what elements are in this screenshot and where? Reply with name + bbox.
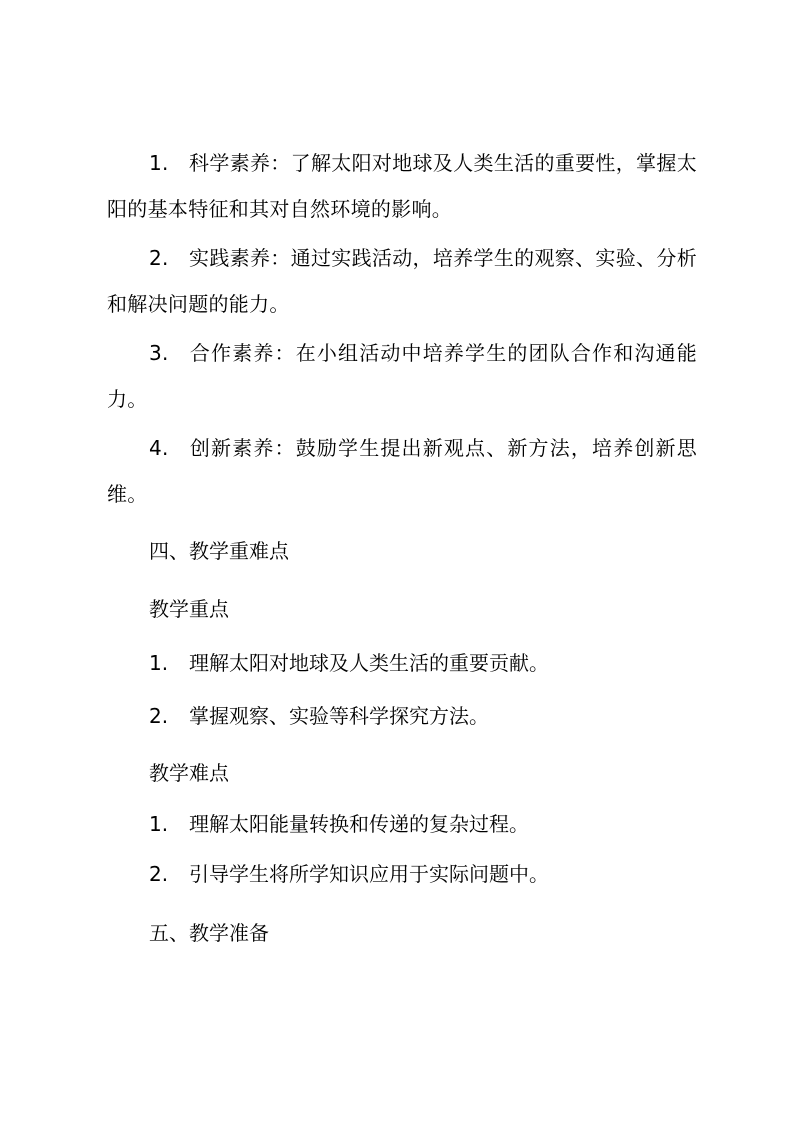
difficult-point-item-1 xyxy=(149,810,529,838)
key-point-item-2 xyxy=(149,702,489,730)
item-text: 引导学生将所学知识应用于实际问题中。 xyxy=(189,862,549,886)
literacy-item-1 xyxy=(107,140,697,232)
literacy-item-2 xyxy=(107,235,697,327)
item-number: 2. xyxy=(149,704,169,728)
item-number: 4. xyxy=(149,436,169,460)
item-text: 实践素养：通过实践活动，培养学生的观察、实验、分析和解决问题的能力。 xyxy=(107,246,697,316)
item-number: 1. xyxy=(149,812,169,836)
item-number: 1. xyxy=(149,151,169,175)
key-point-item-1 xyxy=(149,649,549,677)
item-number: 1. xyxy=(149,651,169,675)
item-text: 创新素养：鼓励学生提出新观点、新方法，培养创新思维。 xyxy=(107,436,697,506)
item-number: 2. xyxy=(149,862,169,886)
item-text: 合作素养：在小组活动中培养学生的团队合作和沟通能力。 xyxy=(107,341,697,411)
difficult-points-heading: 教学难点 xyxy=(149,761,229,785)
section-heading-4: 四、教学重难点 xyxy=(149,539,289,563)
difficult-point-item-2 xyxy=(149,860,549,888)
section-heading-5: 五、教学准备 xyxy=(149,921,269,945)
item-text: 理解太阳能量转换和传递的复杂过程。 xyxy=(189,812,529,836)
item-number: 2. xyxy=(149,246,169,270)
item-text: 科学素养：了解太阳对地球及人类生活的重要性，掌握太阳的基本特征和其对自然环境的影响。 xyxy=(107,151,697,221)
literacy-item-3 xyxy=(107,330,697,422)
item-number: 3. xyxy=(149,341,169,365)
item-text: 掌握观察、实验等科学探究方法。 xyxy=(189,704,489,728)
literacy-item-4 xyxy=(107,425,697,517)
key-points-heading: 教学重点 xyxy=(149,597,229,621)
item-text: 理解太阳对地球及人类生活的重要贡献。 xyxy=(189,651,549,675)
